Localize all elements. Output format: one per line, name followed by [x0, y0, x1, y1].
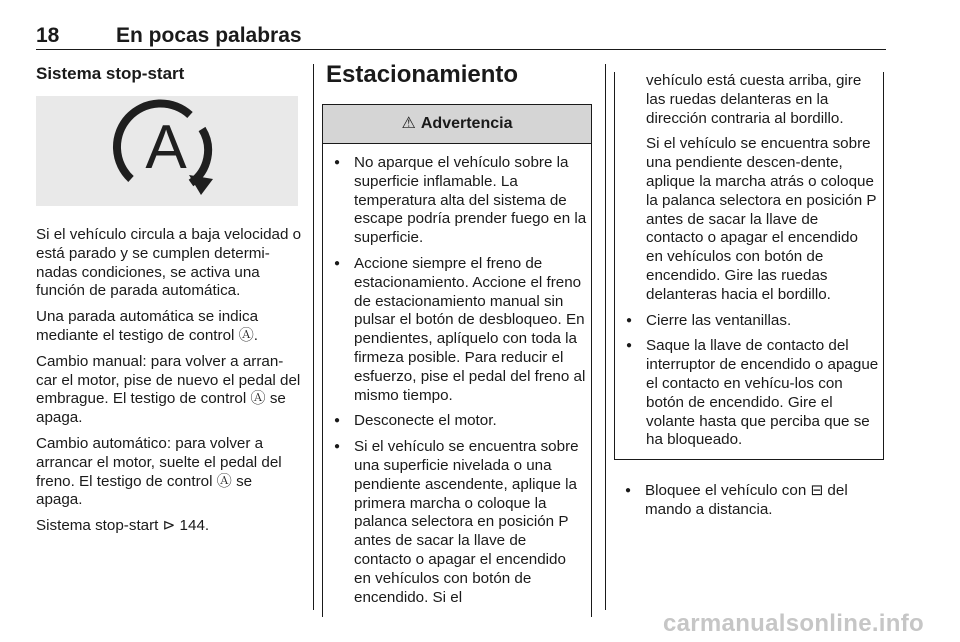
- stop-start-figure: [36, 96, 298, 206]
- column-parking-continued: [622, 72, 884, 527]
- list-item: ● Bloquee el vehículo con ⊟ del mando a distancia.: [622, 482, 884, 520]
- paragraph: Si el vehículo se encuentra sobre una pendiente descen-dente, aplique la marcha atrás o coloque la palanca selectora en posición P antes de sacar la llave de contacto o apagar el encendido en vehículos con botón de encendido. Gire las ruedas delanteras hacia el bordillo.: [646, 135, 877, 303]
- paragraph: vehículo está cuesta arriba, gire las ruedas delanteras en la dirección contraria al bordillo.: [646, 72, 862, 127]
- figure-letter: A: [145, 113, 187, 182]
- warning-triangle-icon: ⚠: [401, 114, 416, 132]
- paragraph: Cambio manual: para volver a arran-car el motor, pise de nuevo el pedal del embrague. El testigo de control Ⓐ se apaga.: [36, 352, 301, 427]
- cross-reference: Sistema stop-start ⊳ 144.: [36, 517, 210, 535]
- paragraph: Cambio automático: para volver a arrancar el motor, suelte el pedal del freno. El testigo de control Ⓐ se apaga.: [36, 434, 282, 509]
- warning-box-continued: [614, 72, 884, 460]
- warning-list: [331, 154, 587, 607]
- list-item: ● Desconecte el motor.: [331, 412, 587, 431]
- watermark: carmanualsonline.info: [662, 610, 924, 637]
- auto-stop-icon: [36, 96, 298, 206]
- warning-title: Advertencia: [420, 114, 513, 132]
- list-item: ● Accione siempre el freno de estacionamiento. Accione el freno de estacionamiento manual sin pulsar el botón de desbloqueo. En pendientes, aplíquelo con toda la firmeza posible. Para reducir el esfuerzo, pise el pedal del freno al mismo tiempo.: [331, 255, 587, 405]
- list-item: ● No aparque el vehículo sobre la superficie inflamable. La temperatura alta del sistema de escape podría prender fuego en la superficie.: [331, 154, 587, 248]
- column-parking: [326, 60, 592, 617]
- section-title-parking: Estacionamiento: [326, 61, 519, 88]
- column-stop-start: [36, 60, 302, 543]
- list-item: ● Saque la llave de contacto del interruptor de encendido o apague el contacto en vehícu-los con botón de encendido. Gire el volante hasta que perciba que se ha bloqueado.: [623, 337, 879, 450]
- warning-body: [323, 144, 591, 622]
- running-title: En pocas palabras: [116, 24, 302, 47]
- page-header: [36, 22, 886, 52]
- header-rule: [36, 49, 886, 50]
- warning-header: [323, 105, 591, 144]
- list-item: ● Si el vehículo se encuentra sobre una superficie nivelada o una pendiente ascendente, aplique la primera marcha o coloque la palanca selectora en posición P antes de sacar la llave de contacto o apagar el encendido en vehículos con botón de encendido. Si el: [331, 438, 587, 607]
- page-number: 18: [36, 24, 60, 47]
- section-title-stop-start: Sistema stop-start: [36, 64, 185, 83]
- lock-instruction-list: [622, 482, 884, 520]
- warning-box: [322, 104, 592, 617]
- column-divider-1: [313, 64, 314, 610]
- paragraph: Si el vehículo circula a baja velocidad o está parado y se cumplen determi-nadas condiciones, se activa una función de parada automática.: [36, 226, 302, 300]
- column-divider-2: [605, 64, 606, 610]
- warning-list-continued: [623, 312, 879, 451]
- list-item: ● Cierre las ventanillas.: [623, 312, 879, 331]
- paragraph: Una parada automática se indica mediante el testigo de control Ⓐ.: [36, 308, 259, 344]
